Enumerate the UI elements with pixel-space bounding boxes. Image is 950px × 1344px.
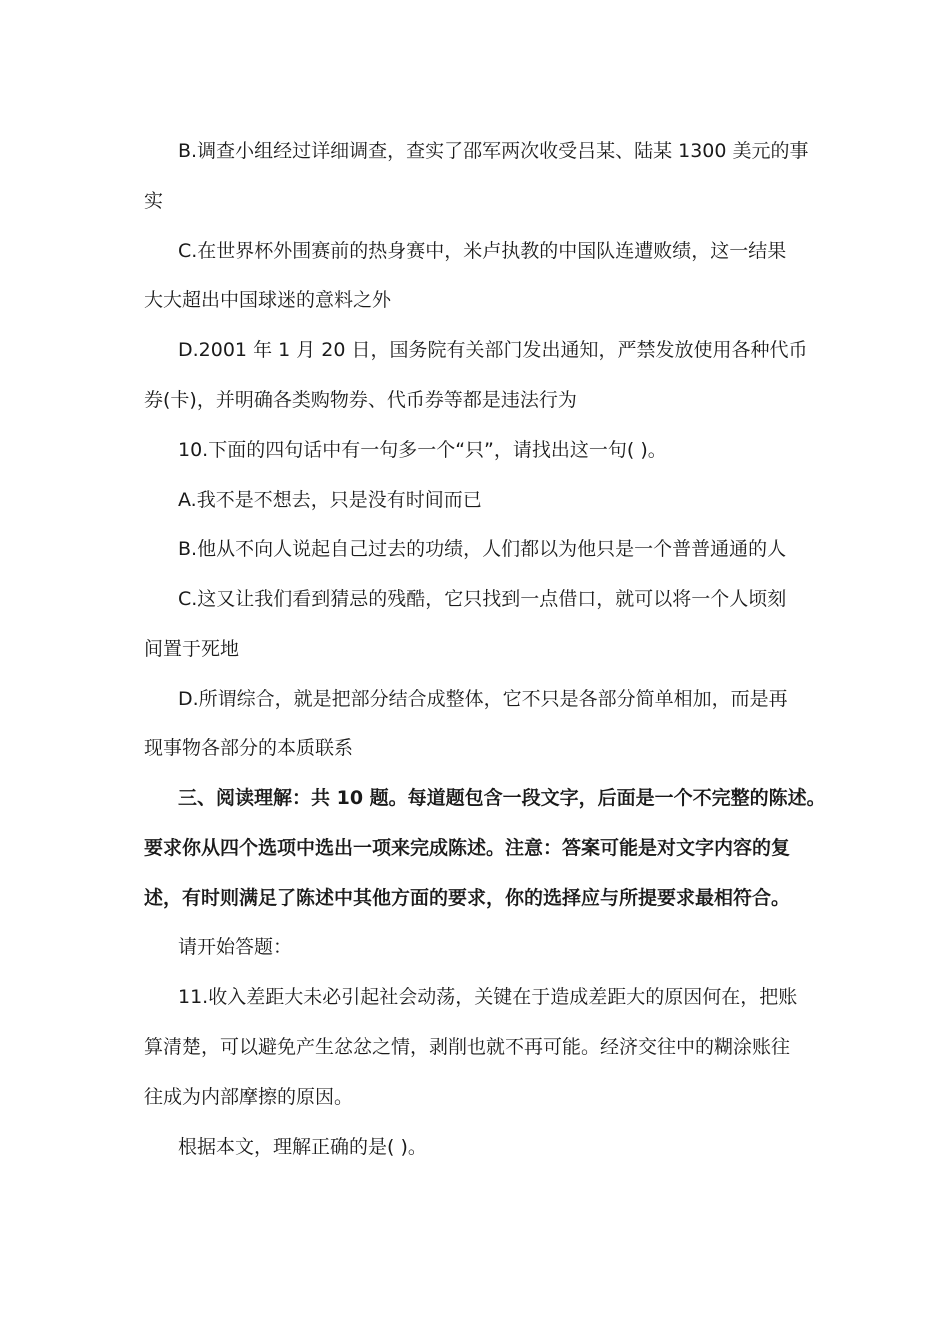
section-three-heading-line-3: 述，有时则满足了陈述中其他方面的要求，你的选择应与所提要求最相符合。	[144, 887, 791, 909]
q10-option-b: B.他从不向人说起自己过去的功绩，人们都以为他只是一个普普通通的人	[178, 538, 787, 560]
start-answering-prompt: 请开始答题：	[178, 936, 293, 958]
q10-option-a: A.我不是不想去，只是没有时间而已	[178, 489, 482, 511]
q9-option-b-line-2: 实	[144, 190, 164, 212]
q9-option-d-line-2: 券(卡)，并明确各类购物券、代币券等都是违法行为	[144, 389, 577, 411]
q11-passage-line-1: 11.收入差距大未必引起社会动荡，关键在于造成差距大的原因何在，把账	[178, 986, 798, 1008]
section-three-heading-line-1: 三、阅读理解：共 10 题。每道题包含一段文字，后面是一个不完整的陈述。	[178, 787, 826, 809]
q10-option-c-line-2: 间置于死地	[144, 638, 240, 660]
q11-question: 根据本文，理解正确的是( )。	[178, 1136, 427, 1158]
q9-option-b-line-1: B.调查小组经过详细调查，查实了邵军两次收受吕某、陆某 1300 美元的事	[178, 140, 809, 162]
q10-option-d-line-1: D.所谓综合，就是把部分结合成整体，它不只是各部分简单相加，而是再	[178, 688, 788, 710]
q9-option-c-line-2: 大大超出中国球迷的意料之外	[144, 289, 392, 311]
q10-question: 10.下面的四句话中有一句多一个“只”，请找出这一句( )。	[178, 439, 667, 461]
q11-passage-line-2: 算清楚，可以避免产生忿忿之情，剥削也就不再可能。经济交往中的糊涂账往	[144, 1036, 791, 1058]
q9-option-d-line-1: D.2001 年 1 月 20 日，国务院有关部门发出通知，严禁发放使用各种代币	[178, 339, 808, 361]
q10-option-d-line-2: 现事物各部分的本质联系	[144, 737, 354, 759]
section-three-heading-line-2: 要求你从四个选项中选出一项来完成陈述。注意：答案可能是对文字内容的复	[144, 837, 791, 859]
q11-passage-line-3: 往成为内部摩擦的原因。	[144, 1086, 354, 1108]
q10-option-c-line-1: C.这又让我们看到猜忌的残酷，它只找到一点借口，就可以将一个人顷刻	[178, 588, 787, 610]
q9-option-c-line-1: C.在世界杯外围赛前的热身赛中，米卢执教的中国队连遭败绩，这一结果	[178, 240, 787, 262]
